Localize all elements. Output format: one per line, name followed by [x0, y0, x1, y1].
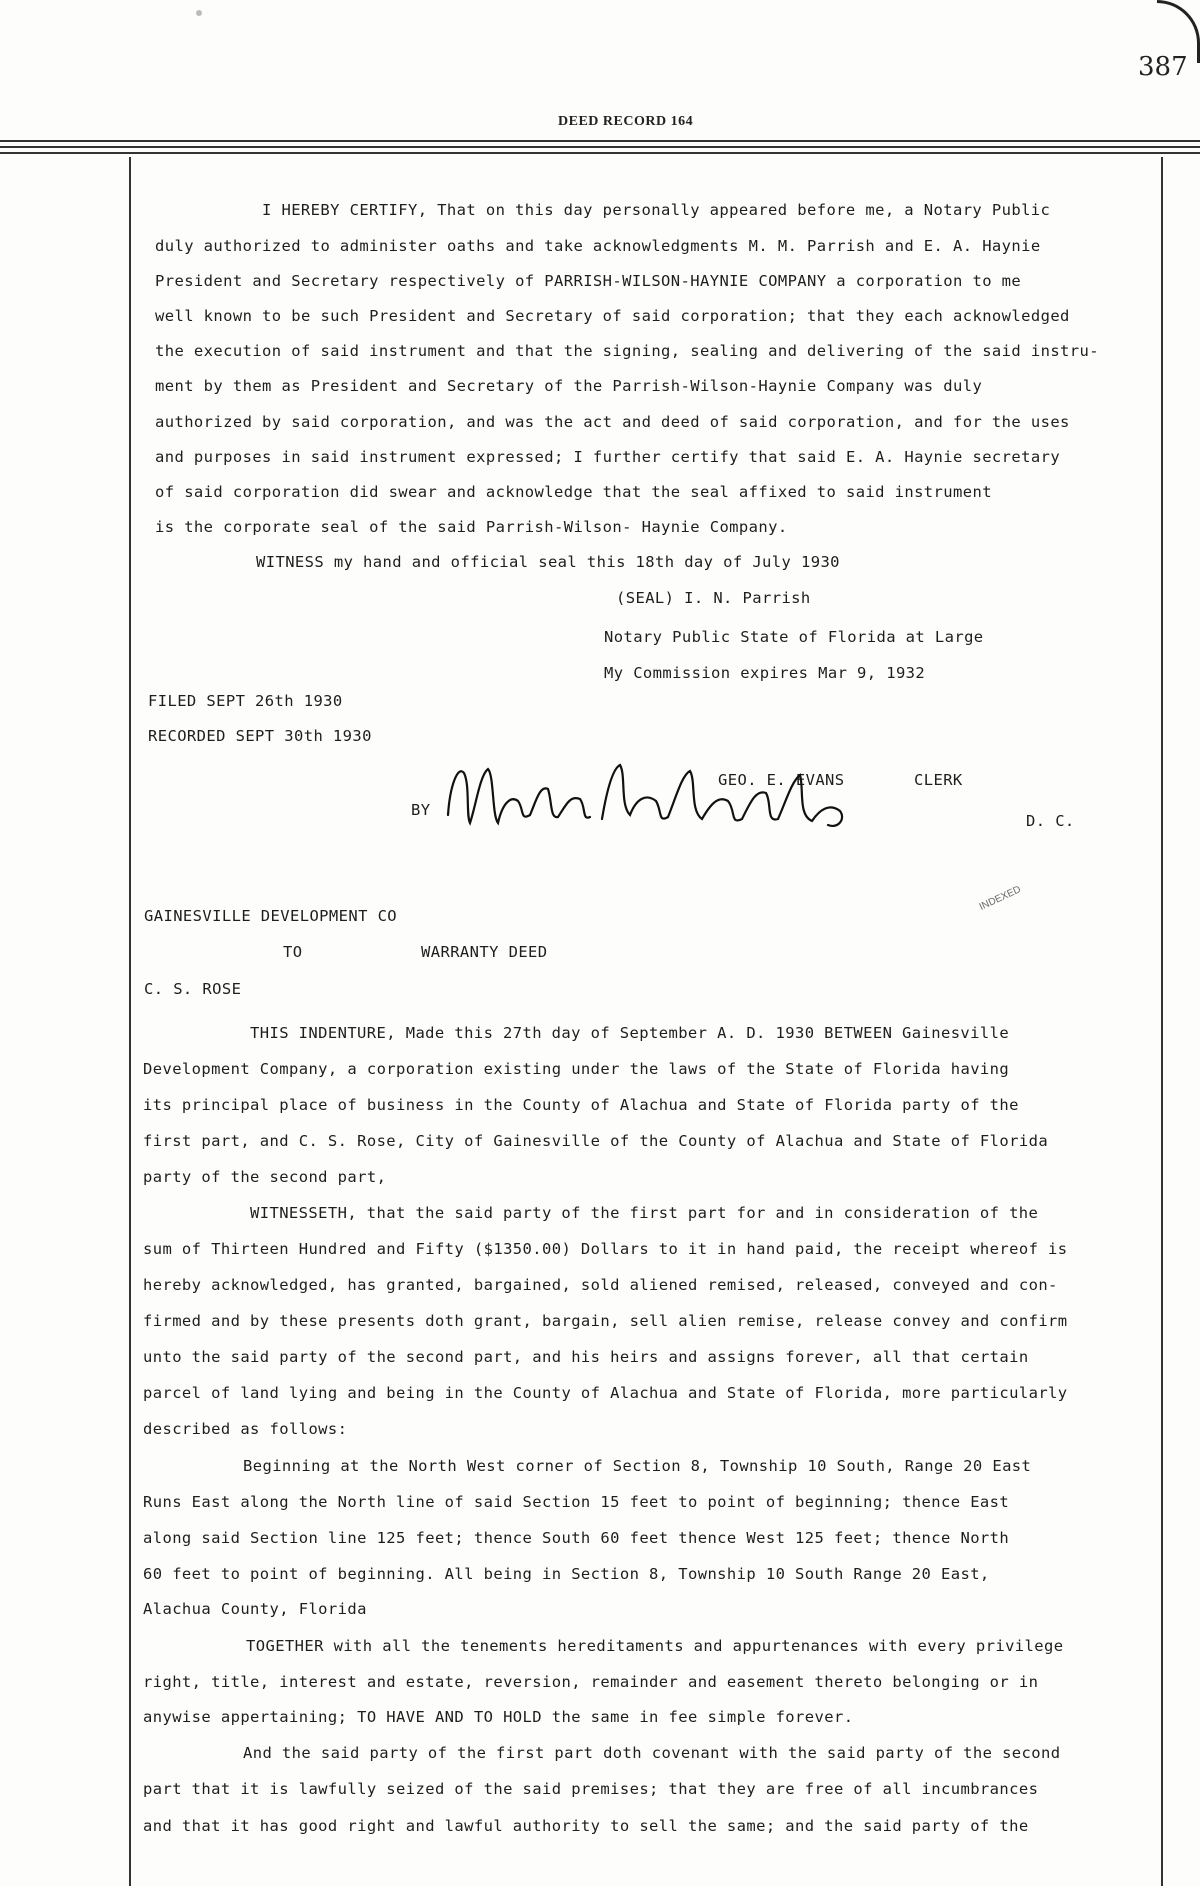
clerk-name: GEO. E. EVANS — [718, 771, 845, 789]
header-rule-2 — [0, 146, 1200, 148]
witnesseth-line-4: firmed and by these presents doth grant, bargain, sell alien remise, release convey and confirm — [143, 1312, 1068, 1330]
witnesseth-line-3: hereby acknowledged, has granted, bargained, sold aliened remised, released, conveyed and con- — [143, 1276, 1058, 1294]
description-line-1: Beginning at the North West corner of Section 8, Township 10 South, Range 20 East — [243, 1457, 1032, 1475]
indenture-line-5: party of the second part, — [143, 1168, 387, 1186]
cert-witness: WITNESS my hand and official seal this 18th day of July 1930 — [256, 553, 840, 571]
filed-date: FILED SEPT 26th 1930 — [148, 692, 343, 710]
punch-hole-mark — [196, 10, 202, 16]
cert-notary: Notary Public State of Florida at Large — [604, 628, 984, 646]
together-line-2: right, title, interest and estate, reversion, remainder and easement thereto belonging or in — [143, 1673, 1039, 1691]
witnesseth-line-1: WITNESSETH, that the said party of the first part for and in consideration of the — [250, 1204, 1039, 1222]
deed-type: WARRANTY DEED — [421, 943, 548, 961]
cert-line-5: the execution of said instrument and that the signing, sealing and delivering of the said instru- — [155, 342, 1099, 360]
witnesseth-line-6: parcel of land lying and being in the County of Alachua and State of Florida, more particularly — [143, 1384, 1068, 1402]
deputy-clerk-label: D. C. — [1026, 812, 1075, 830]
right-margin-line — [1161, 157, 1163, 1886]
page-header: DEED RECORD 164 — [558, 114, 694, 129]
witnesseth-line-5: unto the said party of the second part, and his heirs and assigns forever, all that certain — [143, 1348, 1029, 1366]
cert-line-6: ment by them as President and Secretary of the Parrish-Wilson-Haynie Company was duly — [155, 377, 983, 395]
indexed-stamp: INDEXED — [977, 884, 1023, 913]
cert-line-3: President and Secretary respectively of PARRISH-WILSON-HAYNIE COMPANY a corporation to me — [155, 272, 1022, 290]
header-rule-3 — [0, 152, 1200, 154]
recorded-date: RECORDED SEPT 30th 1930 — [148, 727, 372, 745]
description-line-4: 60 feet to point of beginning. All being in Section 8, Township 10 South Range 20 East, — [143, 1565, 990, 1583]
by-label: BY — [411, 801, 431, 819]
witnesseth-line-2: sum of Thirteen Hundred and Fifty ($1350.00) Dollars to it in hand paid, the receipt whereof is — [143, 1240, 1068, 1258]
to-label: TO — [283, 943, 303, 961]
handwritten-signature — [440, 745, 860, 845]
cert-line-1: I HEREBY CERTIFY, That on this day personally appeared before me, a Notary Public — [262, 201, 1051, 219]
indenture-line-4: first part, and C. S. Rose, City of Gainesville of the County of Alachua and State of Florida — [143, 1132, 1049, 1150]
cert-line-2: duly authorized to administer oaths and take acknowledgments M. M. Parrish and E. A. Haynie — [155, 237, 1041, 255]
cert-line-8: and purposes in said instrument expressed; I further certify that said E. A. Haynie secretary — [155, 448, 1061, 466]
together-line-1: TOGETHER with all the tenements hereditaments and appurtenances with every privilege — [246, 1637, 1064, 1655]
witnesseth-line-7: described as follows: — [143, 1420, 348, 1438]
cert-seal: (SEAL) I. N. Parrish — [616, 589, 811, 607]
covenant-line-1: And the said party of the first part doth covenant with the said party of the second — [243, 1744, 1061, 1762]
together-line-3: anywise appertaining; TO HAVE AND TO HOLD the same in fee simple forever. — [143, 1708, 854, 1726]
cert-line-9: of said corporation did swear and acknowledge that the seal affixed to said instrument — [155, 483, 992, 501]
cert-commission: My Commission expires Mar 9, 1932 — [604, 664, 926, 682]
cert-line-4: well known to be such President and Secretary of said corporation; that they each acknowledged — [155, 307, 1070, 325]
description-line-3: along said Section line 125 feet; thence South 60 feet thence West 125 feet; thence North — [143, 1529, 1010, 1547]
description-line-2: Runs East along the North line of said Section 15 feet to point of beginning; thence East — [143, 1493, 1010, 1511]
page-number: 387 — [1138, 52, 1188, 82]
covenant-line-2: part that it is lawfully seized of the said premises; that they are free of all incumbrances — [143, 1780, 1039, 1798]
cert-line-7: authorized by said corporation, and was the act and deed of said corporation, and for the uses — [155, 413, 1070, 431]
indenture-line-3: its principal place of business in the County of Alachua and State of Florida party of the — [143, 1096, 1019, 1114]
grantee-name: C. S. ROSE — [144, 980, 242, 998]
grantor-name: GAINESVILLE DEVELOPMENT CO — [144, 907, 398, 925]
clerk-title: CLERK — [914, 771, 963, 789]
left-margin-line — [129, 157, 131, 1886]
description-line-5: Alachua County, Florida — [143, 1600, 367, 1618]
covenant-line-3: and that it has good right and lawful authority to sell the same; and the said party of the — [143, 1817, 1029, 1835]
indenture-line-1: THIS INDENTURE, Made this 27th day of September A. D. 1930 BETWEEN Gainesville — [250, 1024, 1010, 1042]
cert-line-10: is the corporate seal of the said Parrish-Wilson- Haynie Company. — [155, 518, 788, 536]
indenture-line-2: Development Company, a corporation existing under the laws of the State of Florida having — [143, 1060, 1010, 1078]
header-rule-1 — [0, 140, 1200, 142]
